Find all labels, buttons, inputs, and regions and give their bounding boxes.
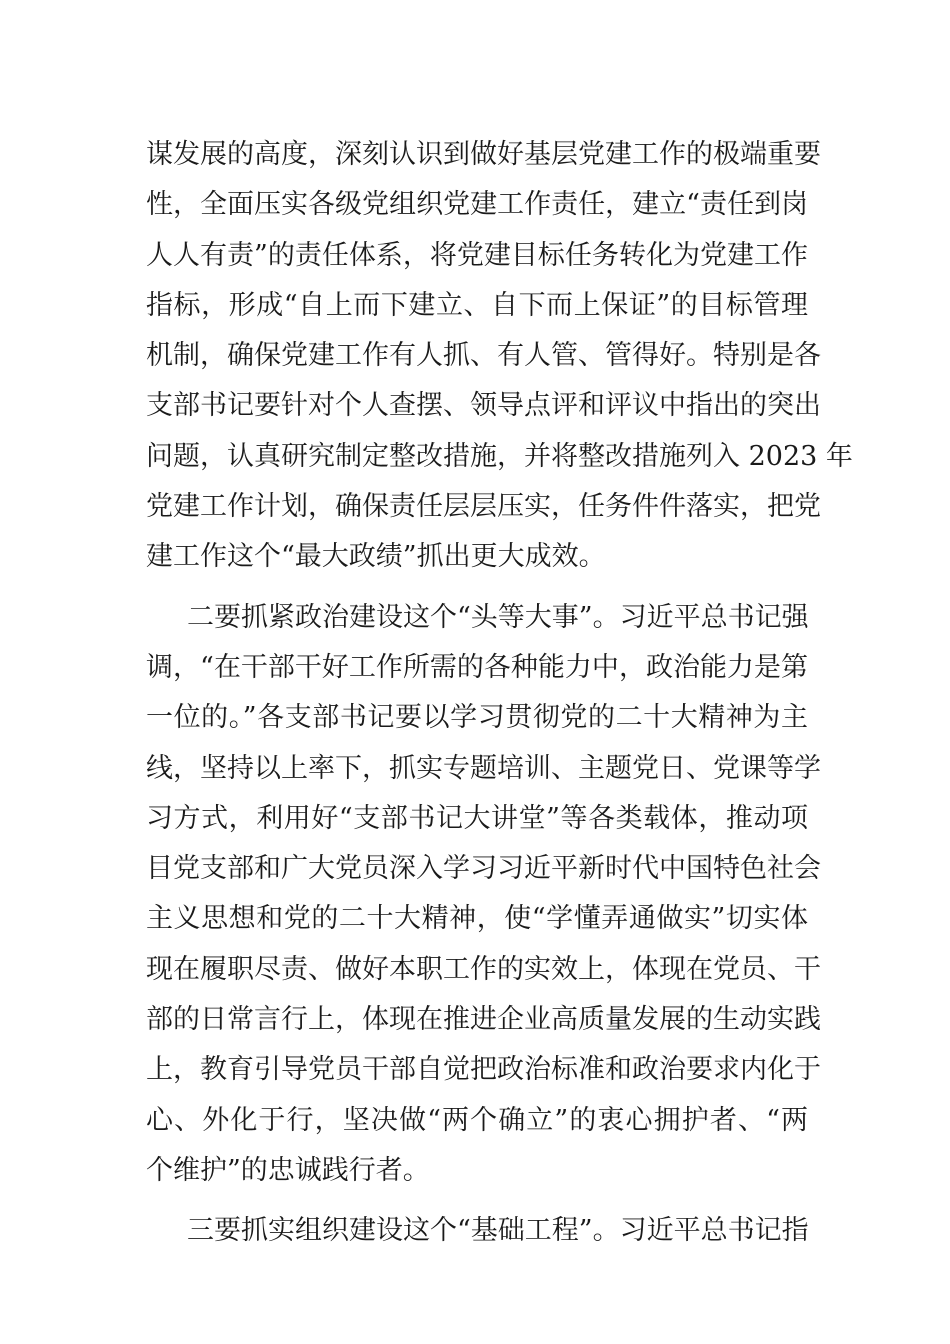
- text-line: 心、外化于行，坚决做“两个确立”的衷心拥护者、“两: [146, 1104, 808, 1136]
- paragraph: [146, 1206, 808, 1256]
- paragraph: [146, 593, 821, 1197]
- text-line: 部的日常言行上，体现在推进企业高质量发展的生动实践: [146, 1004, 821, 1036]
- text-line: 人人有责”的责任体系，将党建目标任务转化为党建工作: [146, 239, 808, 271]
- document-body: [146, 130, 853, 1257]
- text-line: 习方式，利用好“支部书记大讲堂”等各类载体，推动项: [146, 802, 808, 834]
- text-line: 线，坚持以上率下，抓实专题培训、主题党日、党课等学: [146, 752, 821, 784]
- text-line: 个维护”的忠诚践行者。: [146, 1154, 430, 1186]
- text-line: 三要抓实组织建设这个“基础工程”。习近平总书记指: [187, 1215, 809, 1247]
- text-line: 问题，认真研究制定整改措施，并将整改措施列入 2023 年: [146, 440, 853, 472]
- text-line: 党建工作计划，确保责任层层压实，任务件件落实，把党: [146, 491, 821, 523]
- text-line: 建工作这个“最大政绩”抓出更大成效。: [146, 541, 606, 573]
- text-line: 指标，形成“自上而下建立、自下而上保证”的目标管理: [146, 289, 808, 321]
- text-line: 现在履职尽责、做好本职工作的实效上，体现在党员、干: [146, 953, 821, 985]
- text-line: 机制，确保党建工作有人抓、有人管、管得好。特别是各: [146, 340, 821, 372]
- text-line: 谋发展的高度，深刻认识到做好基层党建工作的极端重要: [146, 139, 821, 170]
- text-line: 上，教育引导党员干部自觉把政治标准和政治要求内化于: [146, 1054, 821, 1086]
- text-line: 支部书记要针对个人查摆、领导点评和评议中指出的突出: [146, 390, 821, 422]
- text-line: 一位的。”各支部书记要以学习贯彻党的二十大精神为主: [146, 702, 808, 734]
- text-line: 调，“在干部干好工作所需的各种能力中，政治能力是第: [146, 651, 808, 683]
- text-line: 性，全面压实各级党组织党建工作责任，建立“责任到岗: [146, 189, 808, 221]
- text-line: 主义思想和党的二十大精神，使“学懂弄通做实”切实体: [146, 903, 808, 935]
- paragraph: [146, 130, 853, 583]
- text-line: 目党支部和广大党员深入学习习近平新时代中国特色社会: [146, 853, 821, 885]
- text-line: 二要抓紧政治建设这个“头等大事”。习近平总书记强: [187, 601, 809, 633]
